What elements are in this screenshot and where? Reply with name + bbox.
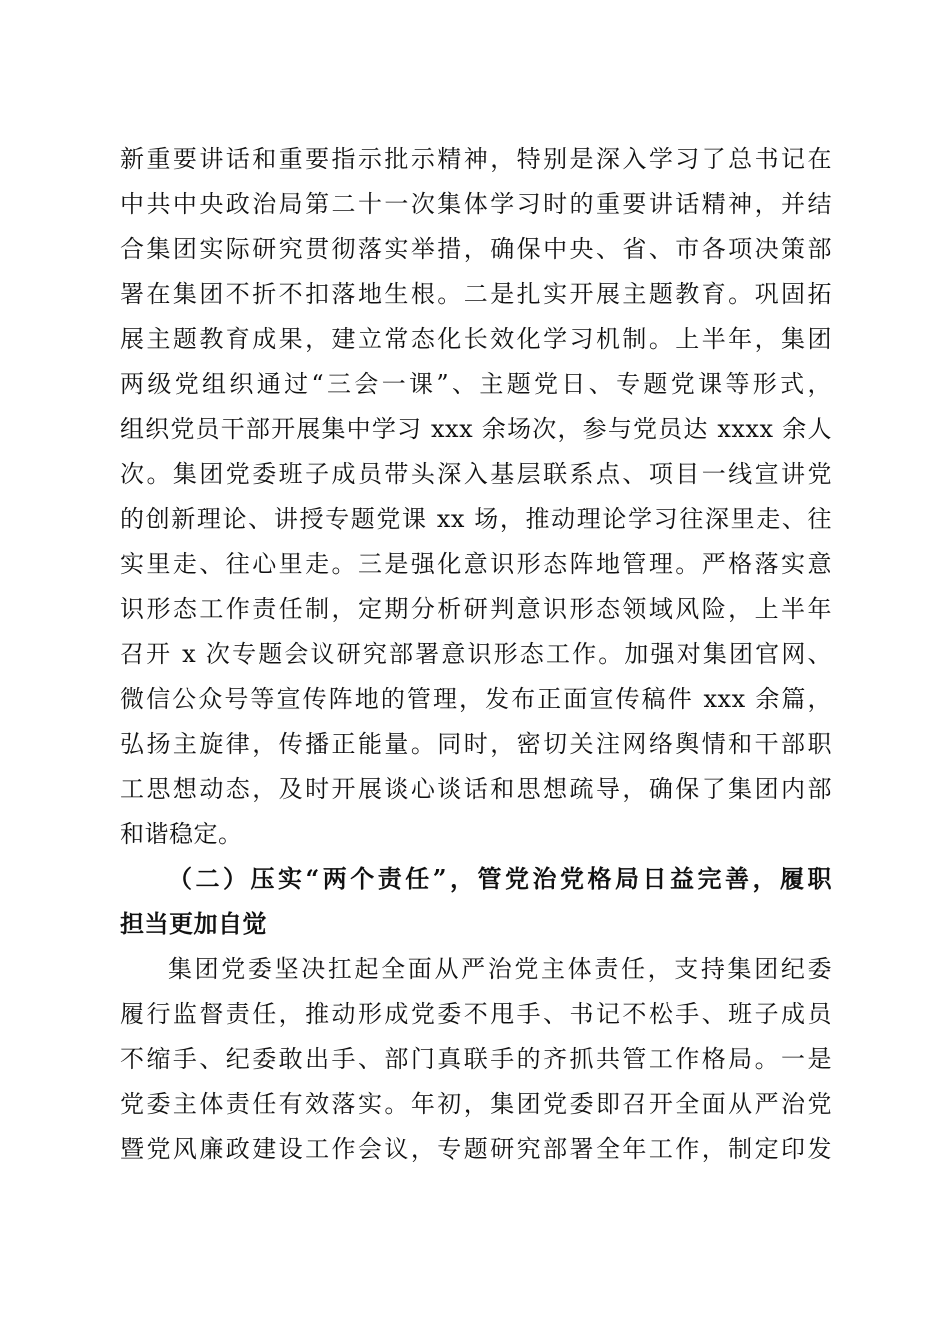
paragraph-1-line-16: 和谐稳定。 — [120, 820, 243, 848]
paragraph-2-line-1: 集团党委坚决扛起全面从严治党主体责任，支持集团纪委 — [168, 955, 832, 983]
paragraph-1-line-7: 组织党员干部开展集中学习 xxx 余场次，参与党员达 xxxx 余人 — [120, 415, 832, 443]
paragraph-1-line-12: 召开 x 次专题会议研究部署意识形态工作。加强对集团官网、 — [120, 640, 832, 668]
paragraph-1-line-13: 微信公众号等宣传阵地的管理，发布正面宣传稿件 xxx 余篇， — [120, 685, 832, 713]
paragraph-2-line-2: 履行监督责任，推动形成党委不甩手、书记不松手、班子成员 — [120, 1000, 832, 1028]
paragraph-1-line-11: 识形态工作责任制，定期分析研判意识形态领域风险，上半年 — [120, 595, 832, 623]
paragraph-1-line-10: 实里走、往心里走。三是强化意识形态阵地管理。严格落实意 — [120, 550, 832, 578]
paragraph-1-line-6: 两级党组织通过“三会一课”、主题党日、专题党课等形式， — [120, 370, 832, 398]
paragraph-1-line-5: 展主题教育成果，建立常态化长效化学习机制。上半年，集团 — [120, 325, 832, 353]
paragraph-1-line-2: 中共中央政治局第二十一次集体学习时的重要讲话精神，并结 — [120, 190, 832, 218]
paragraph-1-line-3: 合集团实际研究贯彻落实举措，确保中央、省、市各项决策部 — [120, 235, 832, 263]
section-heading-line-1: （二）压实“两个责任”，管党治党格局日益完善，履职 — [168, 864, 832, 893]
paragraph-1-line-4: 署在集团不折不扣落地生根。二是扎实开展主题教育。巩固拓 — [120, 280, 832, 308]
paragraph-1-line-14: 弘扬主旋律，传播正能量。同时，密切关注网络舆情和干部职 — [120, 730, 832, 758]
section-heading-line-2: 担当更加自觉 — [120, 909, 267, 938]
paragraph-1-line-1: 新重要讲话和重要指示批示精神，特别是深入学习了总书记在 — [120, 145, 832, 173]
paragraph-1-line-15: 工思想动态，及时开展谈心谈话和思想疏导，确保了集团内部 — [120, 775, 832, 803]
paragraph-1-line-8: 次。集团党委班子成员带头深入基层联系点、项目一线宣讲党 — [120, 460, 832, 488]
paragraph-2-line-5: 暨党风廉政建设工作会议，专题研究部署全年工作，制定印发 — [120, 1135, 832, 1163]
paragraph-2-line-4: 党委主体责任有效落实。年初，集团党委即召开全面从严治党 — [120, 1090, 832, 1118]
paragraph-1-line-9: 的创新理论、讲授专题党课 xx 场，推动理论学习往深里走、往 — [120, 505, 832, 533]
paragraph-2-line-3: 不缩手、纪委敢出手、部门真联手的齐抓共管工作格局。一是 — [120, 1045, 832, 1073]
